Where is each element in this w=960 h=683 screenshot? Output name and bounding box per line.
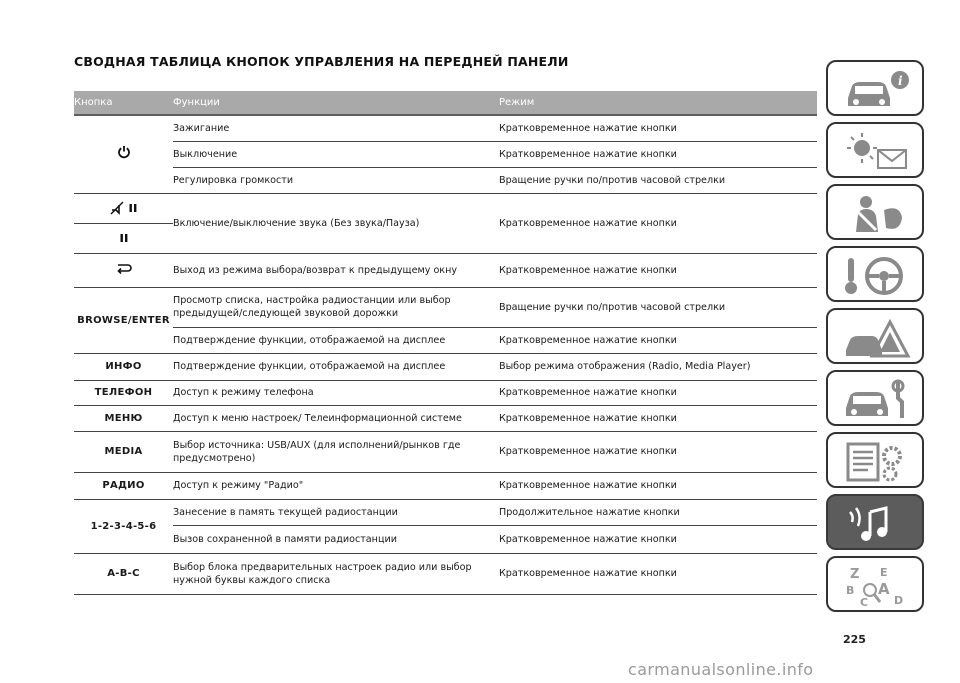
function-cell: Выбор блока предварительных настроек радио или выбор нужной буквы каждого списка bbox=[173, 553, 499, 594]
table-row bbox=[74, 525, 817, 553]
mode-cell: Вращение ручки по/против часовой стрелки bbox=[499, 287, 817, 327]
page-number: 225 bbox=[843, 633, 866, 646]
tab-emergency[interactable] bbox=[826, 308, 924, 364]
table-row bbox=[74, 380, 817, 405]
controls-table bbox=[74, 91, 817, 595]
tab-car-info[interactable] bbox=[826, 60, 924, 116]
tab-warning-lights[interactable] bbox=[826, 122, 924, 178]
seatbelt-airbag-icon bbox=[842, 192, 912, 236]
function-cell: Доступ к режиму "Радио" bbox=[173, 472, 499, 499]
table-row bbox=[74, 287, 817, 327]
function-cell: Подтверждение функции, отображаемой на дисплее bbox=[173, 353, 499, 380]
abc-button-cell: A-B-C bbox=[74, 553, 173, 594]
function-cell: Подтверждение функции, отображаемой на дисплее bbox=[173, 327, 499, 353]
mode-cell: Кратковременное нажатие кнопки bbox=[499, 405, 817, 431]
function-cell: Вызов сохраненной в памяти радиостанции bbox=[173, 525, 499, 553]
key-steering-wheel-icon bbox=[842, 254, 912, 298]
function-cell: Зажигание bbox=[173, 115, 499, 141]
mode-cell: Кратковременное нажатие кнопки bbox=[499, 253, 817, 287]
function-cell: Включение/выключение звука (Без звука/Пауза) bbox=[173, 193, 499, 253]
mode-cell: Кратковременное нажатие кнопки bbox=[499, 115, 817, 141]
header-functions: Функции bbox=[173, 91, 499, 115]
svg-text:A: A bbox=[878, 580, 890, 598]
tab-maintenance[interactable] bbox=[826, 370, 924, 426]
technical-data-icon bbox=[842, 440, 912, 484]
table-row bbox=[74, 553, 817, 594]
table-row bbox=[74, 115, 817, 141]
mode-cell: Кратковременное нажатие кнопки bbox=[499, 553, 817, 594]
mode-cell: Кратковременное нажатие кнопки bbox=[499, 380, 817, 405]
header-button: Кнопка bbox=[74, 91, 173, 115]
power-icon bbox=[117, 145, 131, 159]
alphabetical-index-icon bbox=[842, 564, 912, 608]
browse-enter-button-cell: BROWSE/ENTER bbox=[74, 287, 173, 353]
car-info-icon bbox=[842, 68, 912, 112]
svg-text:E: E bbox=[880, 566, 888, 579]
table-row bbox=[74, 253, 817, 287]
table-row bbox=[74, 472, 817, 499]
function-cell: Выключение bbox=[173, 141, 499, 167]
preset-buttons-cell: 1-2-3-4-5-6 bbox=[74, 499, 173, 553]
mode-cell: Продолжительное нажатие кнопки bbox=[499, 499, 817, 525]
watermark: carmanualsonline.info bbox=[628, 660, 814, 679]
media-button-cell: MEDIA bbox=[74, 431, 173, 472]
back-button-cell bbox=[74, 253, 173, 287]
table-row bbox=[74, 431, 817, 472]
table-row bbox=[74, 141, 817, 167]
mode-cell: Кратковременное нажатие кнопки bbox=[499, 141, 817, 167]
power-button-cell bbox=[74, 115, 173, 193]
phone-button-cell: ТЕЛЕФОН bbox=[74, 380, 173, 405]
function-cell: Регулировка громкости bbox=[173, 167, 499, 193]
breakdown-triangle-icon bbox=[842, 316, 912, 360]
function-cell: Занесение в память текущей радиостанции bbox=[173, 499, 499, 525]
table-row bbox=[74, 167, 817, 193]
multimedia-icon bbox=[842, 502, 912, 546]
tab-index[interactable] bbox=[826, 556, 924, 612]
menu-button-cell: МЕНЮ bbox=[74, 405, 173, 431]
info-button-cell: ИНФО bbox=[74, 353, 173, 380]
function-cell: Выход из режима выбора/возврат к предыдущему окну bbox=[173, 253, 499, 287]
mute-pause-icon bbox=[110, 201, 124, 215]
car-maintenance-icon bbox=[842, 378, 912, 422]
page-title: СВОДНАЯ ТАБЛИЦА КНОПОК УПРАВЛЕНИЯ НА ПЕРЕДНЕЙ ПАНЕЛИ bbox=[74, 54, 569, 69]
radio-button-cell: РАДИО bbox=[74, 472, 173, 499]
table-row bbox=[74, 193, 817, 253]
svg-text:Z: Z bbox=[850, 567, 860, 582]
mode-cell: Выбор режима отображения (Radio, Media Player) bbox=[499, 353, 817, 380]
tab-starting-driving[interactable] bbox=[826, 246, 924, 302]
function-cell: Доступ к режиму телефона bbox=[173, 380, 499, 405]
svg-text:B: B bbox=[846, 584, 855, 597]
pause-icon bbox=[129, 203, 137, 213]
mode-cell: Кратковременное нажатие кнопки bbox=[499, 472, 817, 499]
svg-text:C: C bbox=[860, 596, 869, 608]
function-cell: Просмотр списка, настройка радиостанции или выбор предыдущей/следующей звуковой дорожки bbox=[173, 287, 499, 327]
svg-text:i: i bbox=[898, 74, 903, 88]
table-row bbox=[74, 405, 817, 431]
mode-cell: Вращение ручки по/против часовой стрелки bbox=[499, 167, 817, 193]
table-row bbox=[74, 327, 817, 353]
svg-text:D: D bbox=[894, 594, 904, 607]
table-header-row bbox=[74, 91, 817, 115]
warning-lights-message-icon bbox=[842, 130, 912, 174]
function-cell: Выбор источника: USB/AUX (для исполнений/рынков где предусмотрено) bbox=[173, 431, 499, 472]
function-cell: Доступ к меню настроек/ Телеинформационной системе bbox=[173, 405, 499, 431]
tab-safety[interactable] bbox=[826, 184, 924, 240]
pause-icon bbox=[120, 233, 128, 243]
mute-button-cell bbox=[74, 193, 173, 253]
header-mode: Режим bbox=[499, 91, 817, 115]
mode-cell: Кратковременное нажатие кнопки bbox=[499, 327, 817, 353]
tab-technical-data[interactable] bbox=[826, 432, 924, 488]
back-arrow-icon bbox=[116, 262, 132, 274]
table-row bbox=[74, 499, 817, 525]
tab-multimedia[interactable] bbox=[826, 494, 924, 550]
table-row bbox=[74, 353, 817, 380]
mode-cell: Кратковременное нажатие кнопки bbox=[499, 193, 817, 253]
mode-cell: Кратковременное нажатие кнопки bbox=[499, 525, 817, 553]
mode-cell: Кратковременное нажатие кнопки bbox=[499, 431, 817, 472]
